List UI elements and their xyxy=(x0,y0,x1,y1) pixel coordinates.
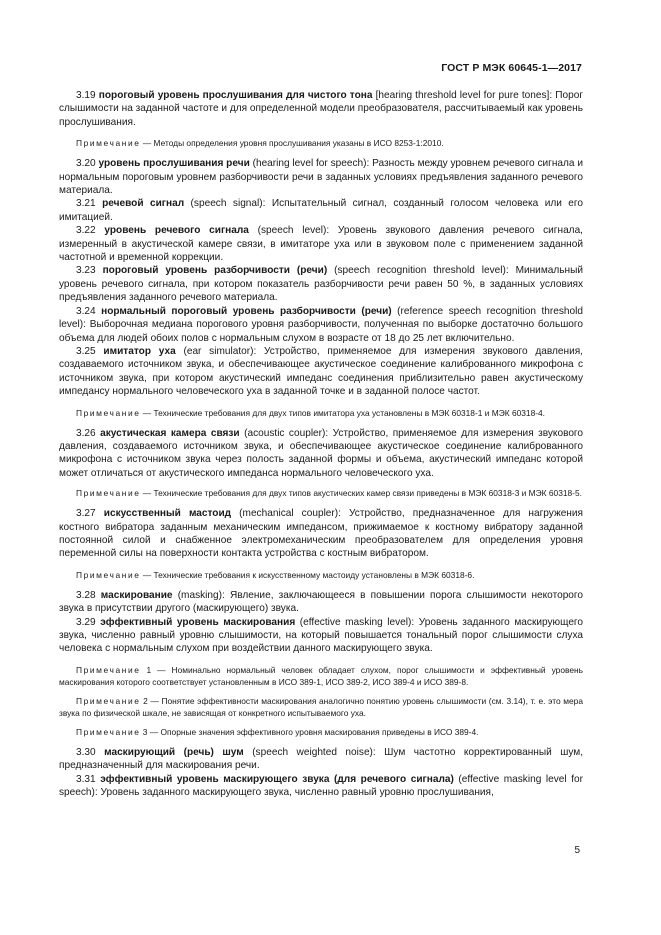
entry-definition: (reference speech recognition threshold level): Выборочная медиана порогового уровня разборчивости, полученная по выборке достаточно большого объема для людей обоих полов с нормальным слухом в возрасте от 18 до 25 лет включительно. xyxy=(59,305,583,344)
entry-definition: (speech recognition threshold level): Минимальный уровень речевого сигнала, при котором показатель разборчивости речи равен 50 %, в заданных условиях предъявления заданного речевого материала. xyxy=(59,265,583,304)
term-entry xyxy=(59,507,583,561)
note xyxy=(59,726,583,738)
term-entry xyxy=(59,773,583,800)
term-entry xyxy=(59,224,583,264)
term-entry xyxy=(59,305,583,345)
entry-number: 3.28 xyxy=(76,589,96,601)
entry-number: 3.20 xyxy=(76,158,96,170)
entry-term: речевой сигнал xyxy=(102,198,185,210)
entry-definition: (ear simulator): Устройство, применяемое для измерения звукового давления, создаваемого источником звука, и обеспечивающее акустическое соединение калиброванного микрофона с источником звука, при котором акустический импеданс соединения приблизительно равен акустическому импедансу нормального человеческого уха в заданной точке и в заданной полосе частот. xyxy=(59,345,583,398)
entry-term: уровень речевого сигнала xyxy=(104,225,249,237)
entry-number: 3.23 xyxy=(76,265,96,277)
note xyxy=(59,137,583,149)
entry-term: эффективный уровень маскирования xyxy=(100,616,296,628)
term-entry xyxy=(59,197,583,224)
note xyxy=(59,407,583,419)
note-label: Примечание xyxy=(76,695,141,706)
term-entry xyxy=(59,427,583,481)
note-label: Примечание xyxy=(76,488,141,499)
entry-term: искусственный мастоид xyxy=(103,508,232,520)
entry-definition: (acoustic coupler): Устройство, применяемое для измерения звукового давления, создаваемого источником звука, и обеспечивающее акустическое соединение калиброванного микрофона с источником звука через полость заданной формы и объема, акустический импеданс которой может отличаться от акустического импеданса нормального человеческого уха. xyxy=(59,427,584,479)
note-label: Примечание xyxy=(76,726,141,737)
entry-term: имитатор уха xyxy=(103,345,176,357)
entry-term: уровень прослушивания речи xyxy=(98,158,250,170)
entry-number: 3.31 xyxy=(76,773,96,785)
entry-definition: (masking): Явление, заключающееся в повышении порога слышимости некоторого звука в присутствии другого (маскирующего) звука. xyxy=(59,589,583,615)
entry-number: 3.26 xyxy=(76,427,96,439)
term-entry xyxy=(59,616,583,656)
note-text: — Технические требования для двух типов имитатора уха установлены в МЭК 60318-1 и МЭК 60318-4. xyxy=(140,407,546,418)
note-text: — Методы определения уровня прослушивания указаны в ИСО 8253-1:2010. xyxy=(140,138,444,149)
term-entry xyxy=(59,157,583,197)
entry-term: акустическая камера связи xyxy=(100,427,240,439)
entry-definition: [hearing threshold level for pure tones]: Порог слышимости на заданной частоте и для определенной модели преобразователя, рассчитываемый как уровень прослушивания. xyxy=(59,90,584,128)
entry-term: маскирующий (речь) шум xyxy=(104,746,244,758)
entry-number: 3.27 xyxy=(76,508,96,520)
note xyxy=(59,487,583,499)
term-entry xyxy=(59,589,583,616)
entry-number: 3.30 xyxy=(76,746,96,758)
entry-term: пороговый уровень прослушивания для чистого тона xyxy=(98,90,373,101)
term-entry xyxy=(59,89,583,129)
note-label: Примечание xyxy=(76,138,141,149)
term-entry xyxy=(59,264,583,304)
entry-definition: (speech level): Уровень звукового давления речевого сигнала, измеренный в акустической камере связи, в имитаторе уха или в звуковом поле с применением заданной частотной и временной коррекции. xyxy=(59,225,583,264)
document-header: ГОСТ Р МЭК 60645-1—2017 xyxy=(441,62,582,74)
note-text: — Технические требования к искусственному мастоиду установлены в МЭК 60318-6. xyxy=(140,569,475,580)
page-number: 5 xyxy=(574,845,580,856)
note xyxy=(59,664,583,688)
entry-term: эффективный уровень маскирующего звука (для речевого сигнала) xyxy=(100,773,454,785)
entry-number: 3.29 xyxy=(76,616,96,628)
entry-definition: (mechanical coupler): Устройство, предназначенное для нагружения костного вибратора заданным механическим импедансом, прижимаемое к костному вибратору заданной постоянной силой и снабженное электромеханическим преобразователем для определения уровня переменной силы на поверхности контакта устройства с костным вибратором. xyxy=(59,508,583,560)
entry-number: 3.19 xyxy=(76,90,96,101)
note xyxy=(59,569,583,581)
document-body xyxy=(59,89,583,799)
entry-number: 3.22 xyxy=(76,225,96,237)
entry-definition: (hearing level for speech): Разность между уровнем речевого сигнала и нормальным пороговым уровнем разборчивости речи в заданных условиях предъявления заданного речевого материала. xyxy=(59,158,583,197)
note-label: Примечание xyxy=(76,664,141,675)
note-text: 2 — Понятие эффективности маскирования аналогично понятию уровень слышимости (см. 3.14), т. е. это мера звука по физической шкале, не зависящая от конкретного испытываемого уха. xyxy=(59,695,583,718)
entry-definition: (speech weighted noise): Шум частотно корректированный шум, предназначенный для маскирования речи. xyxy=(59,746,583,772)
entry-definition: (effective masking level for speech): Уровень заданного маскирующего звука, численно равный уровню прослушивания, xyxy=(59,773,583,799)
note-label: Примечание xyxy=(76,569,141,580)
entry-term: пороговый уровень разборчивости (речи) xyxy=(102,265,328,277)
term-entry xyxy=(59,345,583,399)
note xyxy=(59,695,583,719)
note-label: Примечание xyxy=(76,407,141,418)
entry-term: маскирование xyxy=(100,589,173,601)
entry-number: 3.21 xyxy=(76,198,96,210)
entry-number: 3.25 xyxy=(76,345,96,357)
note-text: 1 — Номинально нормальный человек обладает слухом, порог слышимости и эффективный уровень маскирования которого соответствует установленным в ИСО 389-1, ИСО 389-2, ИСО 389-4 и ИСО 389-8. xyxy=(59,664,583,687)
entry-definition: (speech signal): Испытательный сигнал, созданный голосом человека или его имитацией. xyxy=(59,198,583,223)
term-entry xyxy=(59,746,583,773)
entry-definition: (effective masking level): Уровень заданного маскирующего звука, численно равный уровню слышимости, на который повышается тональный порог слышимости слуха человека с нормальным слухом при воздействии данного маскирующего звука. xyxy=(59,616,584,655)
entry-number: 3.24 xyxy=(76,305,96,317)
entry-term: нормальный пороговый уровень разборчивости (речи) xyxy=(101,305,392,317)
note-text: 3 — Опорные значения эффективного уровня маскирования приведены в ИСО 389-4. xyxy=(140,726,479,737)
note-text: — Технические требования для двух типов акустических камер связи приведены в МЭК 60318-3 и МЭК 60318-5. xyxy=(140,488,582,499)
